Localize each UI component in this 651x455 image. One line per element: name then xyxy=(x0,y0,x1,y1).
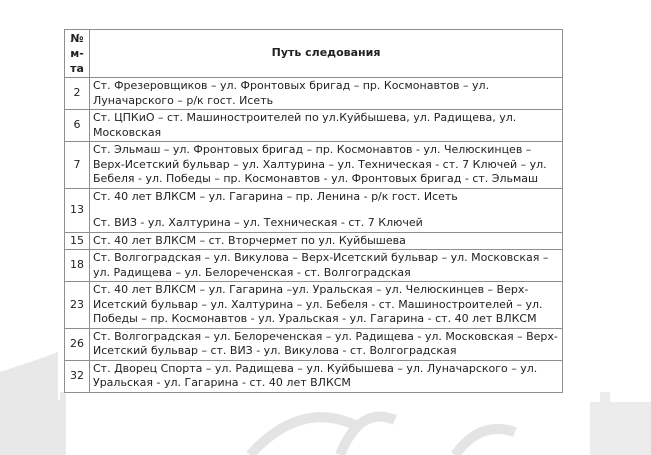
route-path xyxy=(90,250,563,282)
route-path-segment: Ст. 40 лет ВЛКСМ – ул. Гагарина –ул. Уральская – ул. Челюскинцев – Верх-Исетский бульвар – ул. Халтурина – ул. Бебеля - ст. Машиностроителей – ул. Победы – пр. Космонавтов - ул. Уральская - ул. Гагарина - ст. 40 лет ВЛКСМ xyxy=(93,283,543,325)
route-path xyxy=(90,328,563,360)
route-number: 26 xyxy=(65,328,90,360)
table-row xyxy=(65,282,563,329)
route-path-segment: Ст. ВИЗ - ул. Халтурина – ул. Техническая - ст. 7 Ключей xyxy=(93,216,423,229)
route-number-header xyxy=(65,30,90,78)
routes-table xyxy=(64,29,563,393)
route-number: 23 xyxy=(65,282,90,329)
route-number: 18 xyxy=(65,250,90,282)
table-row xyxy=(65,78,563,110)
route-path-segment: Ст. 40 лет ВЛКСМ – ул. Гагарина – пр. Ленина - р/к гост. Исеть xyxy=(93,189,458,203)
route-path xyxy=(90,282,563,329)
route-path xyxy=(90,78,563,110)
route-path xyxy=(90,232,563,250)
route-number-header-line: та xyxy=(70,62,84,75)
route-number: 15 xyxy=(65,232,90,250)
route-path-segment: Ст. ЦПКиО – ст. Машиностроителей по ул.Куйбышева, ул. Радищева, ул. Московская xyxy=(93,111,517,139)
route-number: 6 xyxy=(65,110,90,142)
route-number: 7 xyxy=(65,142,90,189)
table-row xyxy=(65,360,563,392)
route-path-segment: Ст. Эльмаш – ул. Фронтовых бригад – пр. Космонавтов - ул. Челюскинцев – Верх-Исетский бульвар – ул. Халтурина – ул. Техническая - ст. 7 Ключей – ул. Бебеля - ул. Победы – пр. Космонавтов - ул. Фронтовых бригад - ст. Эльмаш xyxy=(93,143,547,185)
route-path-segment: Ст. Волгоградская – ул. Белореченская – ул. Радищева - ул. Московская – Верх-Исетский бульвар – ст. ВИЗ - ул. Викулова - ст. Волгоградская xyxy=(93,329,558,357)
route-path-segment: Ст. Фрезеровщиков – ул. Фронтовых бригад – пр. Космонавтов – ул. Луначарского – р/к гост. Исеть xyxy=(93,79,490,107)
route-number: 32 xyxy=(65,360,90,392)
route-path-segment: Ст. 40 лет ВЛКСМ – ст. Вторчермет по ул. Куйбышева xyxy=(93,233,406,247)
table-row xyxy=(65,328,563,360)
table-header-row xyxy=(65,30,563,78)
route-path-segment: Ст. Дворец Спорта – ул. Радищева – ул. Куйбышева – ул. Луначарского – ул. Уральская - ул. Гагарина - ст. 40 лет ВЛКСМ xyxy=(93,361,538,389)
route-path xyxy=(90,360,563,392)
route-number-header-line: м- xyxy=(70,47,84,60)
route-number: 2 xyxy=(65,78,90,110)
table-row xyxy=(65,232,563,250)
route-path xyxy=(90,188,563,232)
route-path xyxy=(90,110,563,142)
route-number-header-line: № xyxy=(70,32,84,45)
table-row xyxy=(65,142,563,189)
route-path-segment: Ст. Волгоградская – ул. Викулова – Верх-Исетский бульвар – ул. Московская – ул. Радищева – ул. Белореченская - ст. Волгоградская xyxy=(93,251,549,279)
routes-table-body xyxy=(65,78,563,393)
table-row xyxy=(65,188,563,232)
route-path-header: Путь следования xyxy=(90,30,563,78)
table-row xyxy=(65,110,563,142)
route-number: 13 xyxy=(65,188,90,232)
route-path xyxy=(90,142,563,189)
table-row xyxy=(65,250,563,282)
